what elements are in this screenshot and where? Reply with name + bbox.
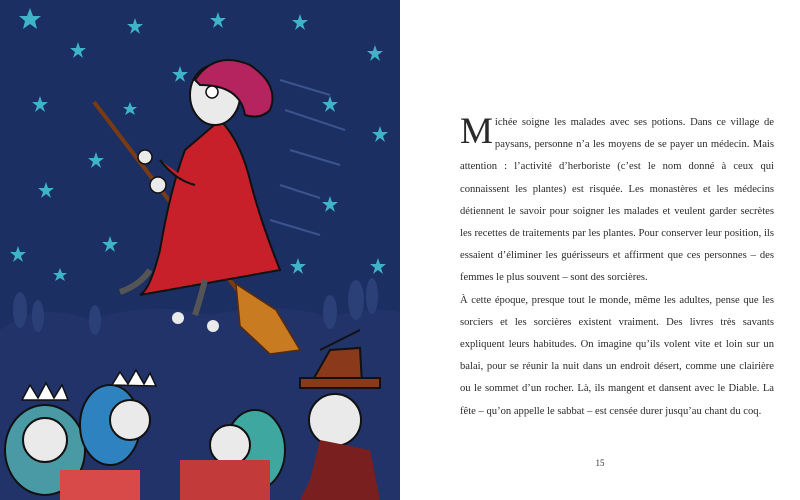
text-page: [400, 0, 800, 500]
paragraph-2: À cette époque, presque tout le monde, même les adultes, pense que les sorciers et les sorcières existent vraiment. Des livres très savants expliquent leurs habitudes. On imagine qu’ils volent vite et loin sur un balai, pour se réunir la nuit dans un endroit désert, comme une clairière ou le sommet d’un rocher. Là, ils mangent et dansent avec le Diable. La fête – qu’on appelle le sabbat – est censée durer jusqu’au chant du coq.: [460, 294, 774, 417]
drop-cap: M: [460, 111, 493, 152]
paragraph-1: [460, 112, 774, 290]
page-number: 15: [595, 458, 605, 468]
paragraph-1-text: ichée soigne les malades avec ses potions. Dans ce village de paysans, personne n’a les moyens de se payer un médecin. Mais attention : l’activité d’herboriste (c’est le nom donné à ceux qui connaissent les plantes) est risquée. Les monastères et les médecins détiennent le savoir pour soigner les malades et veulent garder secrètes les recettes de traitements par les plantes. Pour conserver leur position, ils essaient d’éliminer les guérisseurs et affirment que ces personnes – des femmes le plus souvent – sont des sorcières.: [460, 117, 774, 284]
body-text: [460, 112, 774, 423]
